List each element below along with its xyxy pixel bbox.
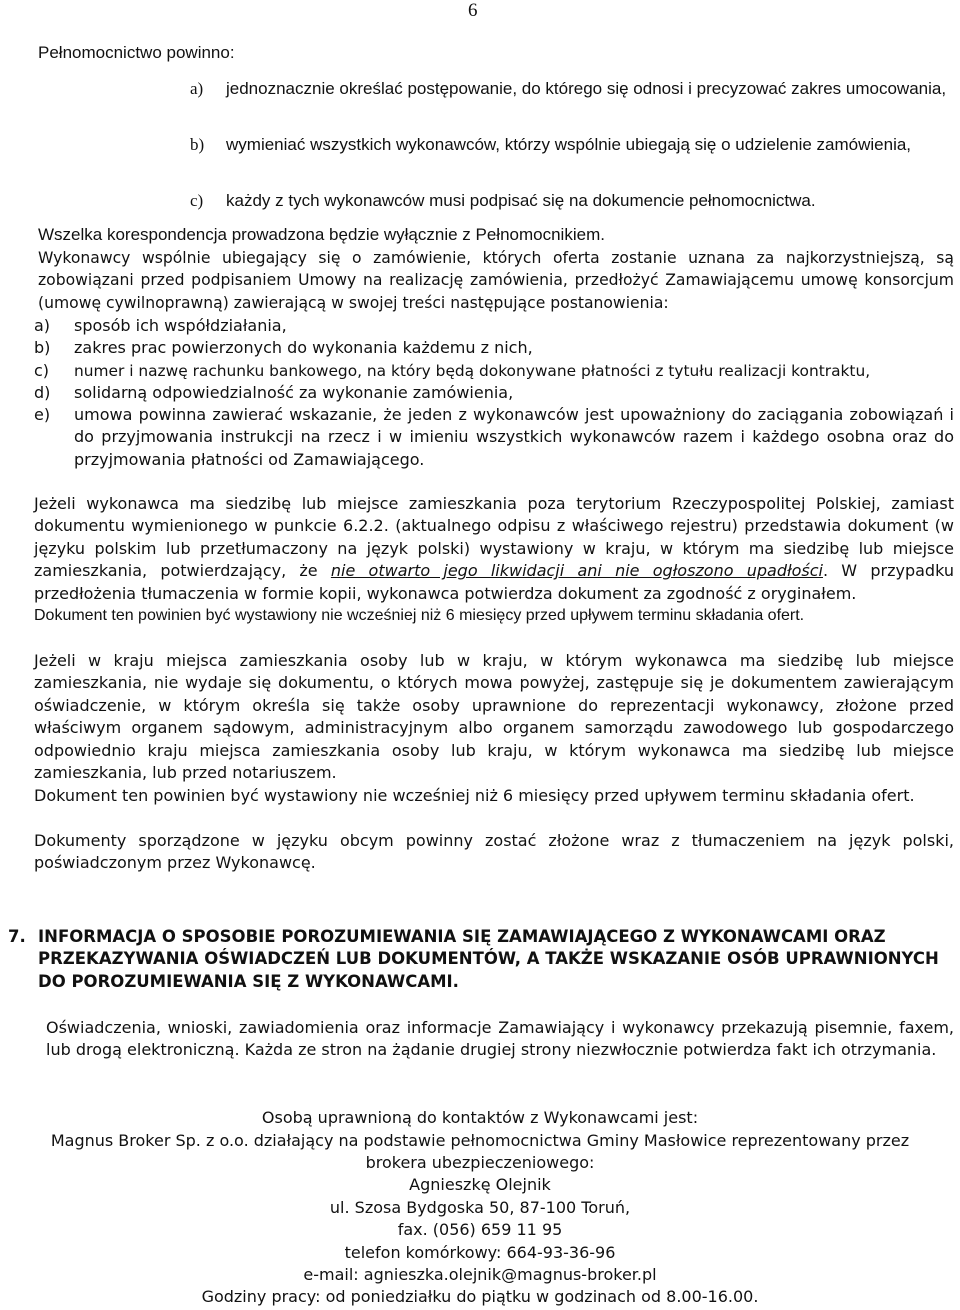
contact-role: brokera ubezpieczeniowego:	[365, 1153, 595, 1172]
list-marker: e)	[34, 405, 51, 424]
list-text: jednoznacznie określać postępowanie, do którego się odnosi i precyzować zakres umocowania,	[226, 79, 947, 98]
no-document-paragraph: Jeżeli w kraju miejsca zamieszkania osoby lub w kraju, w którym wykonawca ma siedzibę lub miejsce zamieszkania, nie wydaje się dokumentu, o których mowa powyżej, zastępuje się je dokumentem zawierającym oświadczenie, w którym określa się także osoby uprawnione do reprezentacji wykonawcy, złożone przed właściwym organem sądowym, administracyjnym albo organem samorządu zawodowego lub gospodarczego odpowiednio kraju miejsca zamieszkania osoby lub kraju, w którym wykonawca ma siedzibę lub miejsce zamieszkania, lub przed notariuszem.	[34, 651, 954, 783]
list-item	[34, 404, 954, 471]
intro-text: Pełnomocnictwo powinno:	[38, 43, 235, 62]
list-marker: c)	[34, 361, 50, 380]
list-text: solidarną odpowiedzialność za wykonanie zamówienia,	[74, 383, 514, 402]
contact-address: ul. Szosa Bydgoska 50, 87-100 Toruń,	[329, 1198, 631, 1217]
list-marker: b)	[34, 338, 51, 357]
correspondence-text: Wszelka korespondencja prowadzona będzie wyłącznie z Pełnomocnikiem.	[38, 225, 605, 244]
foreign-emphasis: nie otwarto jego likwidacji ani nie ogłoszono upadłości	[330, 561, 823, 581]
list-item	[34, 360, 954, 382]
list-text: zakres prac powierzonych do wykonania każdemu z nich,	[74, 338, 533, 357]
list-text: wymieniać wszystkich wykonawców, którzy wspólnie ubiegają się o udzielenie zamówienia,	[226, 135, 912, 154]
contact-company: Magnus Broker Sp. z o.o. działający na podstawie pełnomocnictwa Gminy Masłowice reprezentowany przez	[50, 1131, 910, 1150]
list-item	[190, 78, 955, 100]
contact-phone: telefon komórkowy: 664-93-36-96	[344, 1243, 616, 1262]
list-marker: c)	[190, 191, 204, 210]
list-item	[34, 315, 954, 337]
list-item	[34, 382, 954, 404]
list-marker: b)	[190, 135, 205, 154]
section-number: 7.	[8, 927, 26, 946]
contact-heading: Osobą uprawnioną do kontaktów z Wykonawcami jest:	[261, 1108, 699, 1127]
contact-hours: Godziny pracy: od poniedziałku do piątku w godzinach od 8.00-16.00.	[201, 1287, 759, 1306]
list-marker: a)	[190, 79, 204, 98]
section-heading	[8, 926, 948, 993]
foreign-document-paragraph	[34, 493, 954, 605]
translation-paragraph: Dokumenty sporządzone w języku obcym powinny zostać złożone wraz z tłumaczeniem na język polski, poświadczonym przez Wykonawcę.	[34, 831, 954, 873]
list-item	[190, 190, 955, 212]
consortium-paragraph: Wykonawcy wspólnie ubiegający się o zamówienie, których oferta zostanie uznana za najkorzystniejszą, są zobowiązani przed podpisaniem Umowy na realizację zamówienia, przedłożyć Zamawiającemu umowę konsorcjum (umowę cywilnoprawną) zawierającą w swojej treści następujące postanowienia:	[38, 249, 954, 312]
document-validity-note: Dokument ten powinien być wystawiony nie wcześniej niż 6 miesięcy przed upływem terminu składania ofert.	[34, 607, 805, 624]
contact-email[interactable]: e-mail: agnieszka.olejnik@magnus-broker.pl	[303, 1265, 657, 1284]
list-marker: d)	[34, 383, 51, 402]
list-text: numer i nazwę rachunku bankowego, na który będą dokonywane płatności z tytułu realizacji kontraktu,	[74, 362, 871, 380]
list-text: umowa powinna zawierać wskazanie, że jeden z wykonawców jest upoważniony do zaciągania zobowiązań i do przyjmowania instrukcji na rzecz i w imieniu wszystkich wykonawców razem i każdego osobna oraz do przyjmowania płatności od Zamawiającego.	[74, 405, 954, 469]
list-marker: a)	[34, 316, 51, 335]
list-text: sposób ich współdziałania,	[74, 316, 287, 335]
page-number: 6	[468, 0, 478, 21]
list-item	[190, 134, 955, 156]
list-text: każdy z tych wykonawców musi podpisać się na dokumencie pełnomocnictwa.	[226, 191, 816, 210]
contact-name: Agnieszkę Olejnik	[409, 1175, 551, 1194]
section-title: INFORMACJA O SPOSOBIE POROZUMIEWANIA SIĘ ZAMAWIAJĄCEGO Z WYKONAWCAMI ORAZ PRZEKAZYWANIA OŚWIADCZEŃ LUB DOKUMENTÓW, A TAKŻE WSKAZANIE OSÓB UPRAWNIONYCH DO POROZUMIEWANIA SIĘ Z WYKONAWCAMI.	[38, 927, 939, 991]
foreign-text-after: . W przypadku przedłożenia tłumaczenia w formie kopii, wykonawca potwierdza dokument za zgodność z oryginałem.	[34, 561, 954, 603]
list-item	[34, 337, 954, 359]
document-validity-note: Dokument ten powinien być wystawiony nie wcześniej niż 6 miesięcy przed upływem terminu składania ofert.	[34, 786, 915, 805]
contact-fax: fax. (056) 659 11 95	[397, 1220, 563, 1239]
foreign-text-before: Jeżeli wykonawca ma siedzibę lub miejsce zamieszkania poza terytorium Rzeczypospolitej Polskiej, zamiast dokumentu wymienionego w punkcie 6.2.2. (aktualnego odpisu z właściwego rejestru) przedstawia dokument (w języku polskim lub przetłumaczony na język polski) wystawiony w kraju, w którym ma siedzibę lub miejsce zamieszkania, potwierdzający, że	[34, 494, 954, 581]
communication-paragraph: Oświadczenia, wnioski, zawiadomienia oraz informacje Zamawiający i wykonawcy przekazują pisemnie, faxem, lub drogą elektroniczną. Każda ze stron na żądanie drugiej strony niezwłocznie potwierdza fakt ich otrzymania.	[46, 1018, 954, 1060]
